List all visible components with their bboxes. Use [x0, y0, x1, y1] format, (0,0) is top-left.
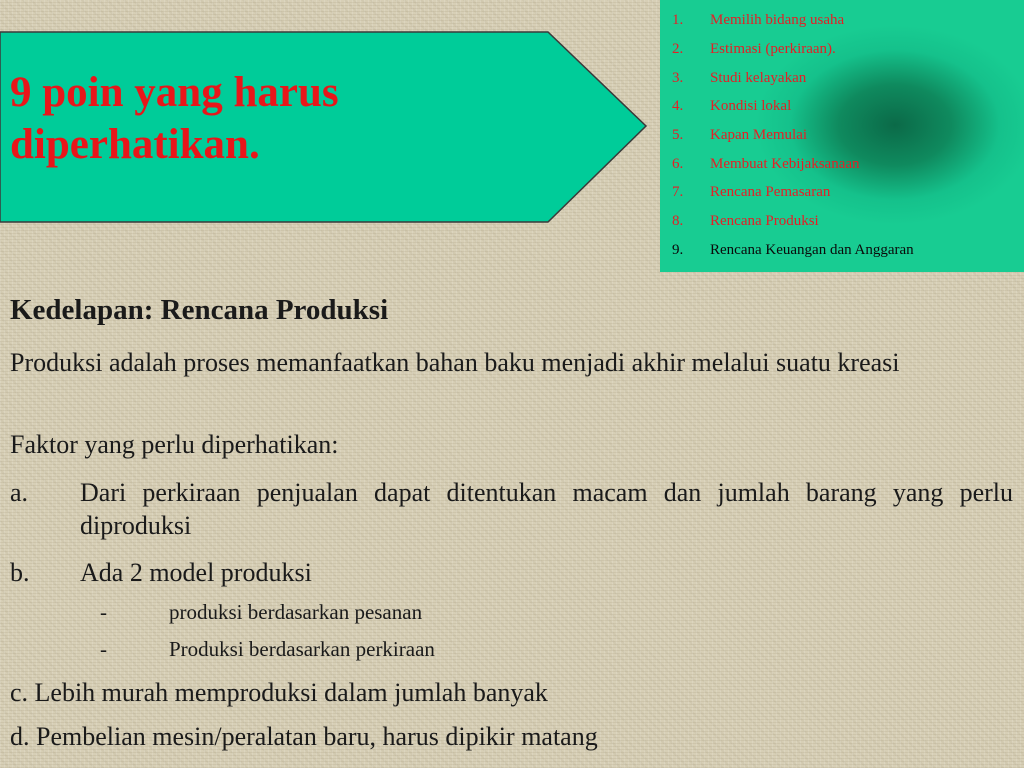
point-label: Rencana Keuangan dan Anggaran	[710, 241, 914, 258]
point-item	[660, 149, 1024, 178]
list-item-b	[10, 556, 1013, 589]
points-panel	[660, 0, 1024, 272]
point-label: Rencana Pemasaran	[710, 184, 831, 201]
point-number: 2.	[672, 41, 684, 58]
list-text: Ada 2 model produksi	[80, 558, 312, 587]
list-marker: a.	[10, 478, 29, 507]
point-number: 4.	[672, 98, 684, 115]
sub-item	[100, 636, 435, 662]
point-label: Studi kelayakan	[710, 69, 807, 86]
sub-text: produksi berdasarkan pesanan	[169, 600, 423, 624]
list-item-d: d. Pembelian mesin/peralatan baru, harus dipikir matang	[10, 722, 598, 751]
list-item-a	[10, 476, 1013, 542]
point-item	[660, 6, 1024, 35]
sub-marker: -	[100, 600, 107, 624]
point-label: Memilih bidang usaha	[710, 12, 845, 29]
list-marker: b.	[10, 558, 30, 587]
point-item	[660, 63, 1024, 92]
slide-title: 9 poin yang harus diperhatikan.	[10, 69, 339, 168]
factors-intro: Faktor yang perlu diperhatikan:	[10, 430, 339, 459]
point-number: 1.	[672, 12, 684, 29]
definition-paragraph	[10, 346, 1013, 379]
point-number: 7.	[672, 184, 684, 201]
point-number: 3.	[672, 69, 684, 86]
point-number: 6.	[672, 155, 684, 172]
point-item	[660, 35, 1024, 64]
point-item	[660, 207, 1024, 236]
sub-item	[100, 599, 422, 625]
point-item	[660, 236, 1024, 265]
section-heading: Kedelapan: Rencana Produksi	[10, 294, 389, 326]
point-label: Kondisi lokal	[710, 98, 792, 115]
point-item	[660, 121, 1024, 150]
point-label: Kapan Memulai	[710, 127, 808, 144]
point-item	[660, 178, 1024, 207]
point-number: 8.	[672, 213, 684, 230]
sub-marker: -	[100, 637, 107, 661]
point-label: Rencana Produksi	[710, 213, 819, 230]
list-item-c: c. Lebih murah memproduksi dalam jumlah banyak	[10, 678, 548, 707]
definition-text: Produksi adalah proses memanfaatkan bahan baku menjadi akhir melalui suatu kreasi	[10, 348, 900, 377]
point-number: 9.	[672, 241, 684, 258]
point-item	[660, 92, 1024, 121]
point-label: Estimasi (perkiraan).	[710, 41, 836, 58]
sub-text: Produksi berdasarkan perkiraan	[169, 637, 435, 661]
points-list	[660, 0, 1024, 264]
list-text: Dari perkiraan penjualan dapat ditentukan macam dan jumlah barang yang perlu diproduksi	[80, 478, 1013, 540]
point-number: 5.	[672, 127, 684, 144]
point-label: Membuat Kebijaksanaan	[710, 155, 860, 172]
